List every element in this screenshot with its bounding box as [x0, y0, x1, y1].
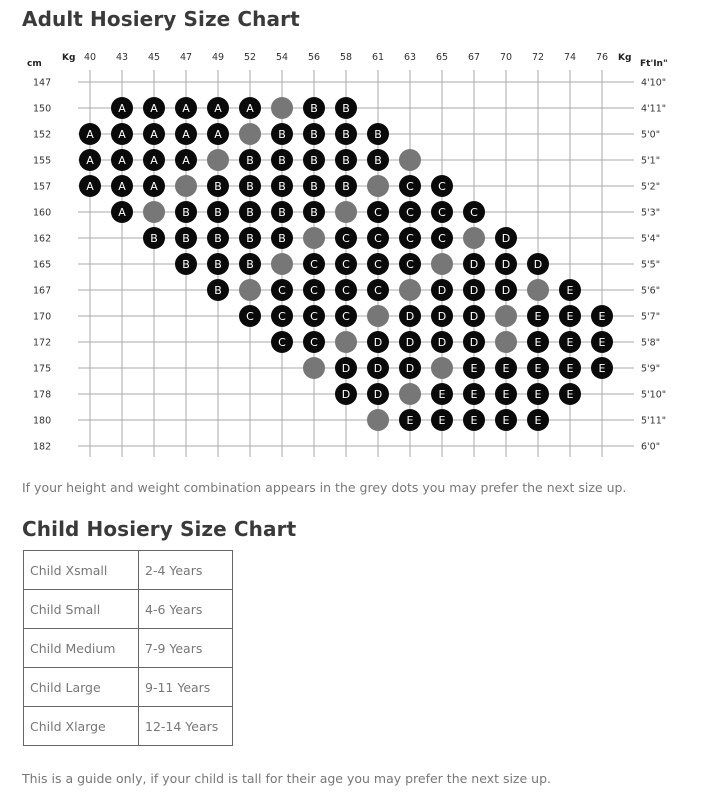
- grey-dot-mark: [495, 331, 517, 353]
- size-dot-label: A: [150, 102, 158, 116]
- grey-dot-mark: [367, 305, 389, 327]
- size-dot-label: C: [470, 206, 478, 220]
- size-dot-label: B: [246, 232, 254, 246]
- size-dot-label: C: [374, 258, 382, 272]
- grey-dot-mark: [303, 227, 325, 249]
- grey-dot-mark: [495, 305, 517, 327]
- size-dot-label: E: [598, 362, 606, 376]
- size-dot-label: C: [278, 310, 286, 324]
- child-chart-title: Child Hosiery Size Chart: [22, 517, 297, 541]
- size-dot-label: C: [310, 310, 318, 324]
- y-tick-label: 172: [33, 337, 52, 349]
- grey-dot-mark: [399, 383, 421, 405]
- x-axis-unit-label-right: Kg: [618, 53, 632, 63]
- size-dot-label: B: [246, 206, 254, 220]
- size-dot-label: B: [278, 180, 286, 194]
- size-dot-label: A: [86, 128, 94, 142]
- child-age-cell: 7-9 Years: [139, 629, 233, 668]
- size-dot-label: B: [374, 154, 382, 168]
- table-row: [24, 707, 233, 746]
- x-tick-label: 56: [307, 52, 321, 63]
- x-tick-label: 45: [147, 52, 161, 63]
- size-dot-label: B: [182, 232, 190, 246]
- size-dot-label: B: [182, 206, 190, 220]
- y-tick-label: 160: [33, 207, 52, 219]
- y-axis-unit-label: cm: [27, 59, 42, 69]
- size-dot-label: B: [342, 128, 350, 142]
- x-tick-label: 58: [339, 52, 353, 63]
- size-dot-label: B: [310, 206, 318, 220]
- y2-tick-label: 5'6": [641, 285, 661, 297]
- size-dot-label: C: [342, 258, 350, 272]
- size-dot-label: D: [469, 310, 479, 324]
- size-dot-label: D: [501, 232, 511, 246]
- size-dot-label: D: [533, 258, 543, 272]
- size-dot-label: A: [246, 102, 254, 116]
- size-dot-label: B: [246, 180, 254, 194]
- grey-dot-mark: [399, 279, 421, 301]
- size-dot-label: E: [502, 362, 510, 376]
- size-dot-label: A: [118, 154, 126, 168]
- grey-dot-mark: [367, 175, 389, 197]
- size-dot-label: B: [342, 154, 350, 168]
- size-dot-label: E: [566, 388, 574, 402]
- size-dot-label: D: [501, 258, 511, 272]
- size-dot-label: C: [342, 310, 350, 324]
- grey-dot-mark: [335, 331, 357, 353]
- size-dot-label: B: [278, 154, 286, 168]
- y-tick-label: 157: [33, 181, 52, 193]
- size-dot-label: E: [438, 414, 446, 428]
- size-dot-label: E: [470, 388, 478, 402]
- size-dot-label: E: [534, 362, 542, 376]
- table-row: [24, 629, 233, 668]
- x-tick-label: 40: [83, 52, 97, 63]
- size-dot-label: E: [406, 414, 414, 428]
- size-dot-label: C: [374, 206, 382, 220]
- x-tick-label: 63: [403, 52, 417, 63]
- grey-dot-mark: [207, 149, 229, 171]
- x-tick-label: 70: [499, 52, 513, 63]
- grey-dot-mark: [431, 357, 453, 379]
- y2-tick-label: 4'11": [641, 103, 667, 115]
- size-dot-label: C: [342, 232, 350, 246]
- size-dot-label: A: [118, 128, 126, 142]
- size-dot-label: E: [534, 336, 542, 350]
- size-dot-label: C: [278, 284, 286, 298]
- size-dot-label: A: [118, 180, 126, 194]
- size-dot-label: D: [341, 388, 351, 402]
- y2-tick-label: 5'1": [641, 155, 661, 167]
- size-dot-label: D: [469, 258, 479, 272]
- size-dot-label: E: [534, 388, 542, 402]
- x-tick-label: 49: [211, 52, 225, 63]
- y-tick-label: 182: [33, 441, 52, 453]
- child-size-cell: Child Small: [24, 590, 139, 629]
- y-tick-label: 147: [33, 77, 52, 89]
- grey-dot-mark: [399, 149, 421, 171]
- size-dot-label: C: [406, 258, 414, 272]
- size-dot-label: C: [310, 336, 318, 350]
- size-dot-label: C: [374, 284, 382, 298]
- y2-tick-label: 5'0": [641, 129, 661, 141]
- y2-tick-label: 5'3": [641, 207, 661, 219]
- size-dot-label: B: [214, 258, 222, 272]
- size-dot-label: B: [278, 128, 286, 142]
- x-tick-label: 76: [595, 52, 609, 63]
- size-dot-label: E: [438, 388, 446, 402]
- size-dot-label: A: [150, 154, 158, 168]
- child-size-cell: Child Xsmall: [24, 551, 139, 590]
- size-dot-label: D: [405, 310, 415, 324]
- size-dot-label: B: [214, 180, 222, 194]
- y-tick-label: 152: [33, 129, 52, 141]
- child-age-cell: 12-14 Years: [139, 707, 233, 746]
- size-dot-label: B: [214, 284, 222, 298]
- size-dot-label: C: [406, 180, 414, 194]
- child-chart-note: This is a guide only, if your child is tall for their age you may prefer the next size up.: [22, 771, 551, 786]
- y-tick-label: 167: [33, 285, 52, 297]
- y-tick-label: 178: [33, 389, 52, 401]
- y2-axis-unit-label: Ft'In": [640, 59, 668, 69]
- x-tick-label: 65: [435, 52, 449, 63]
- child-size-cell: Child Xlarge: [24, 707, 139, 746]
- x-tick-label: 61: [371, 52, 385, 63]
- size-dot-label: B: [278, 232, 286, 246]
- size-dot-label: B: [278, 206, 286, 220]
- size-dot-label: A: [214, 128, 222, 142]
- table-row: [24, 668, 233, 707]
- size-dot-label: B: [310, 128, 318, 142]
- y2-tick-label: 5'7": [641, 311, 661, 323]
- size-dot-label: C: [438, 180, 446, 194]
- size-dot-label: B: [310, 180, 318, 194]
- size-dot-label: D: [373, 388, 383, 402]
- size-dot-label: E: [470, 414, 478, 428]
- size-dot-label: A: [118, 102, 126, 116]
- y-tick-label: 175: [33, 363, 52, 375]
- size-dot-label: C: [342, 284, 350, 298]
- grey-dot-mark: [527, 279, 549, 301]
- x-tick-label: 52: [243, 52, 257, 63]
- grey-dot-mark: [431, 253, 453, 275]
- size-dot-label: A: [86, 154, 94, 168]
- grey-dot-mark: [271, 253, 293, 275]
- size-dot-label: C: [438, 232, 446, 246]
- x-tick-label: 43: [115, 52, 129, 63]
- child-age-cell: 4-6 Years: [139, 590, 233, 629]
- x-tick-label: 67: [467, 52, 481, 63]
- size-dot-label: B: [214, 206, 222, 220]
- size-dot-label: D: [373, 362, 383, 376]
- grey-dot-mark: [239, 279, 261, 301]
- size-dot-label: D: [437, 284, 447, 298]
- x-tick-label: 54: [275, 52, 289, 63]
- y-tick-label: 180: [33, 415, 52, 427]
- adult-chart-note: If your height and weight combination appears in the grey dots you may prefer the next size up.: [22, 480, 627, 495]
- y-tick-label: 170: [33, 311, 52, 323]
- size-dot-label: C: [406, 232, 414, 246]
- y2-tick-label: 6'0": [641, 441, 661, 453]
- child-age-cell: 2-4 Years: [139, 551, 233, 590]
- size-dot-label: E: [502, 414, 510, 428]
- size-dot-label: A: [182, 102, 190, 116]
- grey-dot-mark: [271, 97, 293, 119]
- size-dot-label: E: [566, 284, 574, 298]
- grey-dot-mark: [175, 175, 197, 197]
- table-row: [24, 551, 233, 590]
- size-dot-label: E: [470, 362, 478, 376]
- size-dot-label: A: [86, 180, 94, 194]
- x-tick-label: 47: [179, 52, 193, 63]
- size-dot-label: B: [246, 258, 254, 272]
- size-dot-label: C: [406, 206, 414, 220]
- size-dot-label: E: [566, 362, 574, 376]
- y-tick-label: 162: [33, 233, 52, 245]
- size-dot-label: D: [501, 284, 511, 298]
- size-dot-label: B: [342, 180, 350, 194]
- size-dot-label: C: [438, 206, 446, 220]
- grey-dot-mark: [367, 409, 389, 431]
- y2-tick-label: 5'11": [641, 415, 667, 427]
- grey-dot-mark: [239, 123, 261, 145]
- size-dot-label: A: [150, 180, 158, 194]
- size-dot-label: D: [469, 284, 479, 298]
- size-dot-label: A: [150, 128, 158, 142]
- size-dot-label: B: [150, 232, 158, 246]
- size-dot-label: D: [469, 336, 479, 350]
- y2-tick-label: 4'10": [641, 77, 667, 89]
- child-age-cell: 9-11 Years: [139, 668, 233, 707]
- size-dot-label: D: [341, 362, 351, 376]
- size-dot-label: B: [310, 154, 318, 168]
- x-tick-label: 74: [563, 52, 577, 63]
- size-dot-label: B: [374, 128, 382, 142]
- grey-dot-mark: [303, 357, 325, 379]
- y-tick-label: 165: [33, 259, 52, 271]
- grey-dot-mark: [335, 201, 357, 223]
- size-dot-label: D: [405, 362, 415, 376]
- y2-tick-label: 5'8": [641, 337, 661, 349]
- size-dot-label: E: [598, 310, 606, 324]
- y2-tick-label: 5'10": [641, 389, 667, 401]
- table-row: [24, 590, 233, 629]
- child-size-table: [23, 550, 233, 746]
- size-dot-label: C: [278, 336, 286, 350]
- size-dot-label: C: [310, 284, 318, 298]
- size-dot-label: E: [502, 388, 510, 402]
- child-size-cell: Child Medium: [24, 629, 139, 668]
- y2-tick-label: 5'2": [641, 181, 661, 193]
- size-dot-label: D: [373, 336, 383, 350]
- size-dot-label: A: [118, 206, 126, 220]
- size-dot-label: C: [374, 232, 382, 246]
- x-tick-label: 72: [531, 52, 545, 63]
- y2-tick-label: 5'4": [641, 233, 661, 245]
- grey-dot-mark: [143, 201, 165, 223]
- size-dot-label: B: [310, 102, 318, 116]
- y2-tick-label: 5'9": [641, 363, 661, 375]
- x-axis-unit-label-left: Kg: [62, 53, 76, 63]
- size-dot-label: B: [182, 258, 190, 272]
- size-dot-label: E: [598, 336, 606, 350]
- size-dot-label: D: [437, 310, 447, 324]
- size-dot-label: B: [246, 154, 254, 168]
- grey-dot-mark: [463, 227, 485, 249]
- size-dot-label: C: [246, 310, 254, 324]
- adult-size-chart: [0, 42, 723, 462]
- size-dot-label: E: [534, 310, 542, 324]
- adult-chart-title: Adult Hosiery Size Chart: [22, 7, 300, 31]
- size-dot-label: B: [214, 232, 222, 246]
- y-tick-label: 155: [33, 155, 52, 167]
- size-dot-label: A: [182, 128, 190, 142]
- size-dot-label: E: [566, 336, 574, 350]
- y2-tick-label: 5'5": [641, 259, 661, 271]
- size-dot-label: B: [342, 102, 350, 116]
- size-dot-label: D: [405, 336, 415, 350]
- size-dot-label: D: [437, 336, 447, 350]
- size-dot-label: E: [534, 414, 542, 428]
- size-dot-label: A: [182, 154, 190, 168]
- size-dot-label: E: [566, 310, 574, 324]
- size-dot-label: A: [214, 102, 222, 116]
- y-tick-label: 150: [33, 103, 52, 115]
- size-dot-label: C: [310, 258, 318, 272]
- child-size-cell: Child Large: [24, 668, 139, 707]
